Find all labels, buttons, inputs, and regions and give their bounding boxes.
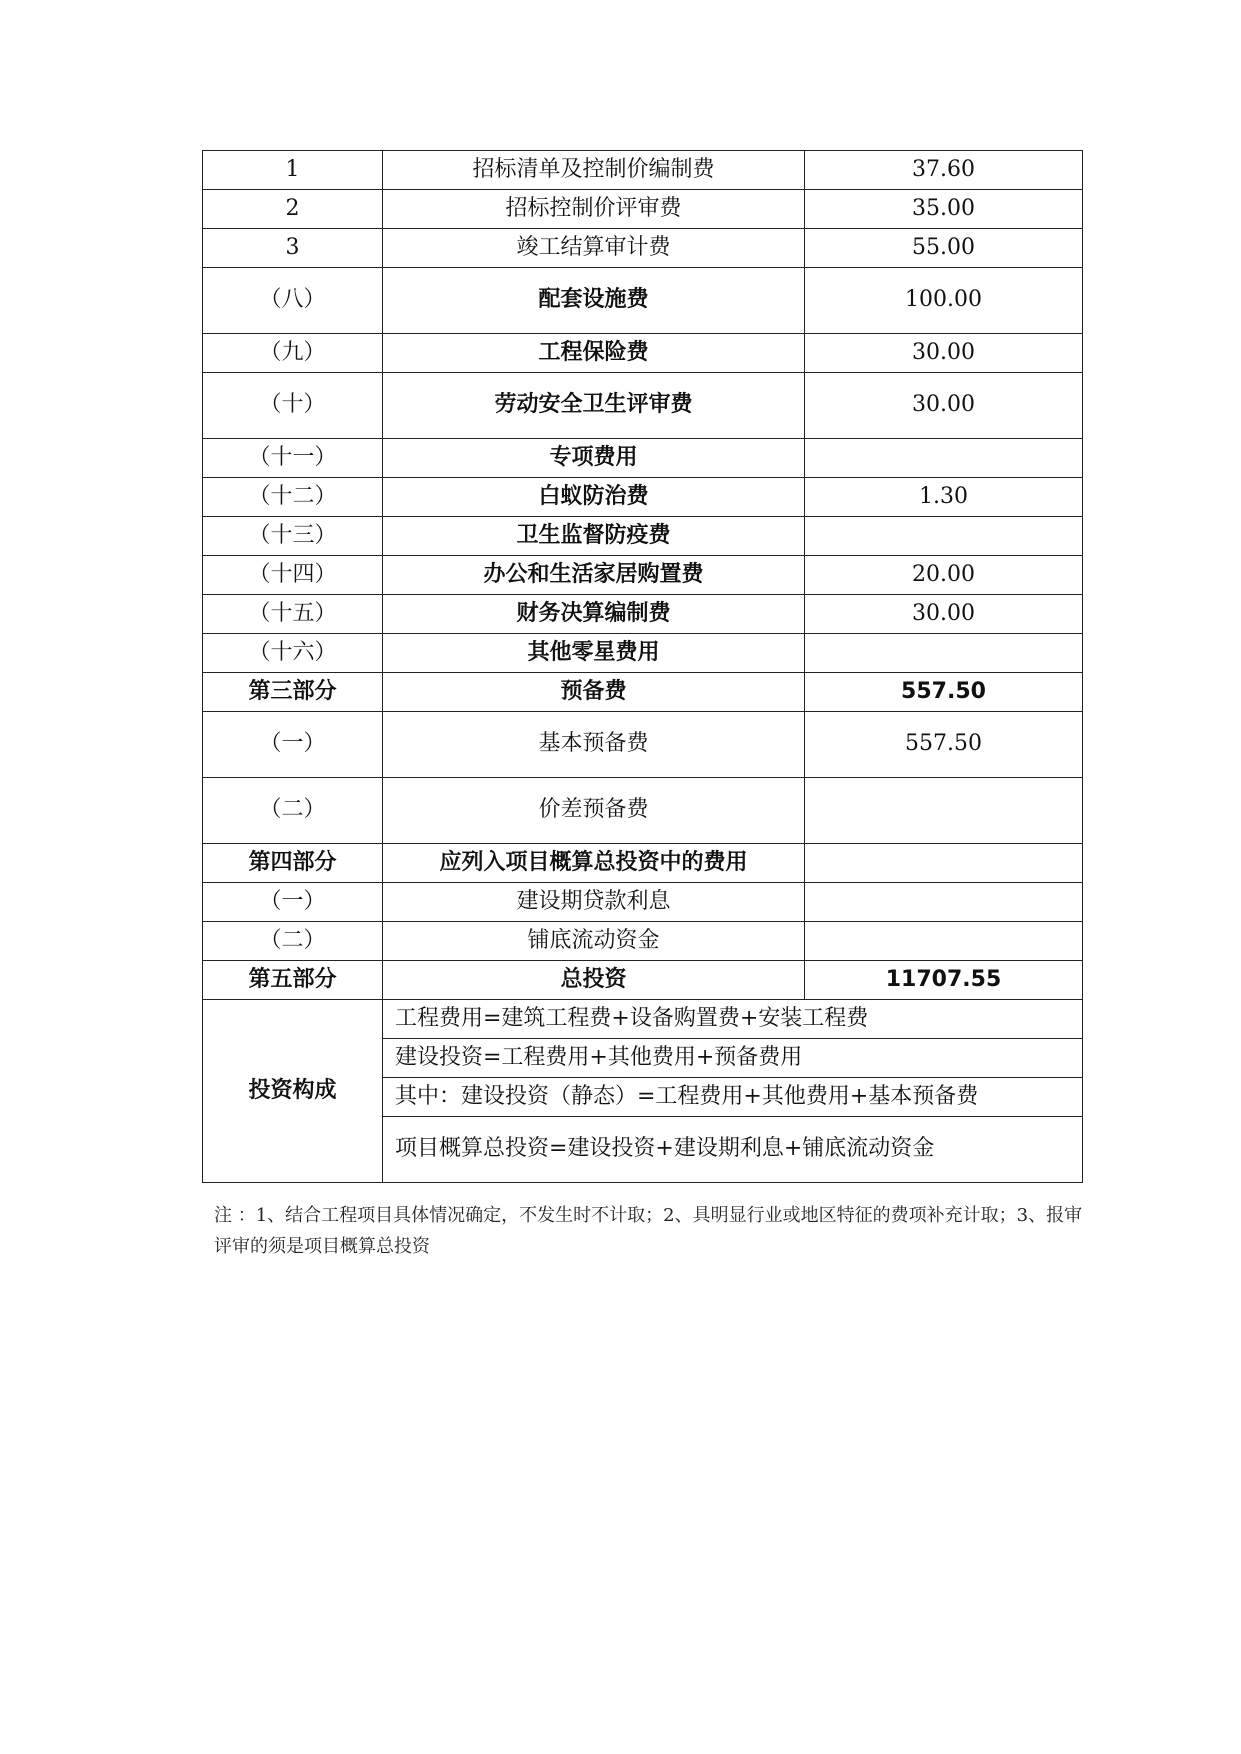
table-row <box>203 556 1083 595</box>
row-amount-cell: 11707.55 <box>805 961 1083 1000</box>
row-name-cell: 铺底流动资金 <box>383 922 805 961</box>
row-number-cell: 第四部分 <box>203 844 383 883</box>
row-number-cell: 第三部分 <box>203 673 383 712</box>
budget-table <box>202 150 1083 1183</box>
table-row <box>203 334 1083 373</box>
row-number-cell: （二） <box>203 778 383 844</box>
table-row <box>203 778 1083 844</box>
row-amount-cell <box>805 922 1083 961</box>
row-number-cell: （十二） <box>203 478 383 517</box>
table-row <box>203 268 1083 334</box>
row-amount-cell: 30.00 <box>805 373 1083 439</box>
row-amount-cell: 100.00 <box>805 268 1083 334</box>
row-amount-cell <box>805 634 1083 673</box>
table-row <box>203 439 1083 478</box>
row-amount-cell: 30.00 <box>805 595 1083 634</box>
table-row <box>203 373 1083 439</box>
row-amount-cell: 30.00 <box>805 334 1083 373</box>
table-row <box>203 634 1083 673</box>
row-number-cell: （一） <box>203 883 383 922</box>
row-amount-cell: 557.50 <box>805 712 1083 778</box>
table-row <box>203 478 1083 517</box>
row-amount-cell <box>805 517 1083 556</box>
row-number-cell: （二） <box>203 922 383 961</box>
table-row <box>203 883 1083 922</box>
row-amount-cell <box>805 778 1083 844</box>
row-number-cell: 2 <box>203 190 383 229</box>
row-name-cell: 建设期贷款利息 <box>383 883 805 922</box>
row-name-cell: 价差预备费 <box>383 778 805 844</box>
row-number-cell: 3 <box>203 229 383 268</box>
row-name-cell: 基本预备费 <box>383 712 805 778</box>
composition-label: 投资构成 <box>203 1000 383 1183</box>
table-row <box>203 229 1083 268</box>
table-row <box>203 517 1083 556</box>
row-number-cell: 1 <box>203 151 383 190</box>
table-row <box>203 844 1083 883</box>
row-name-cell: 卫生监督防疫费 <box>383 517 805 556</box>
row-name-cell: 总投资 <box>383 961 805 1000</box>
row-name-cell: 其他零星费用 <box>383 634 805 673</box>
row-number-cell: （十五） <box>203 595 383 634</box>
composition-row <box>203 1000 1083 1039</box>
composition-formula: 工程费用=建筑工程费+设备购置费+安装工程费 <box>383 1000 1083 1039</box>
row-amount-cell: 55.00 <box>805 229 1083 268</box>
composition-formula: 项目概算总投资=建设投资+建设期利息+铺底流动资金 <box>383 1117 1083 1183</box>
row-name-cell: 应列入项目概算总投资中的费用 <box>383 844 805 883</box>
row-name-cell: 预备费 <box>383 673 805 712</box>
row-number-cell: （九） <box>203 334 383 373</box>
row-amount-cell: 557.50 <box>805 673 1083 712</box>
investment-table-page <box>202 150 1082 1183</box>
table-row <box>203 595 1083 634</box>
row-name-cell: 工程保险费 <box>383 334 805 373</box>
row-amount-cell <box>805 883 1083 922</box>
row-amount-cell: 37.60 <box>805 151 1083 190</box>
table-row <box>203 961 1083 1000</box>
row-amount-cell: 1.30 <box>805 478 1083 517</box>
row-number-cell: （十六） <box>203 634 383 673</box>
table-row <box>203 190 1083 229</box>
table-row <box>203 712 1083 778</box>
row-name-cell: 专项费用 <box>383 439 805 478</box>
row-number-cell: 第五部分 <box>203 961 383 1000</box>
row-name-cell: 劳动安全卫生评审费 <box>383 373 805 439</box>
row-name-cell: 招标清单及控制价编制费 <box>383 151 805 190</box>
row-name-cell: 办公和生活家居购置费 <box>383 556 805 595</box>
footnote: 注 ：1、结合工程项目具体情况确定，不发生时不计取；2、具明显行业或地区特征的费项补充计取；3、报审评审的须是项目概算总投资 <box>214 1205 1083 1257</box>
table-row <box>203 922 1083 961</box>
row-amount-cell: 35.00 <box>805 190 1083 229</box>
row-amount-cell <box>805 844 1083 883</box>
row-number-cell: （八） <box>203 268 383 334</box>
row-name-cell: 竣工结算审计费 <box>383 229 805 268</box>
table-row <box>203 151 1083 190</box>
row-amount-cell <box>805 439 1083 478</box>
row-number-cell: （十一） <box>203 439 383 478</box>
row-name-cell: 招标控制价评审费 <box>383 190 805 229</box>
row-number-cell: （一） <box>203 712 383 778</box>
row-amount-cell: 20.00 <box>805 556 1083 595</box>
composition-formula: 建设投资=工程费用+其他费用+预备费用 <box>383 1039 1083 1078</box>
row-name-cell: 配套设施费 <box>383 268 805 334</box>
row-name-cell: 白蚁防治费 <box>383 478 805 517</box>
budget-table-body <box>203 151 1083 1183</box>
row-name-cell: 财务决算编制费 <box>383 595 805 634</box>
row-number-cell: （十） <box>203 373 383 439</box>
composition-formula: 其中：建设投资（静态）=工程费用+其他费用+基本预备费 <box>383 1078 1083 1117</box>
table-row <box>203 673 1083 712</box>
row-number-cell: （十四） <box>203 556 383 595</box>
row-number-cell: （十三） <box>203 517 383 556</box>
